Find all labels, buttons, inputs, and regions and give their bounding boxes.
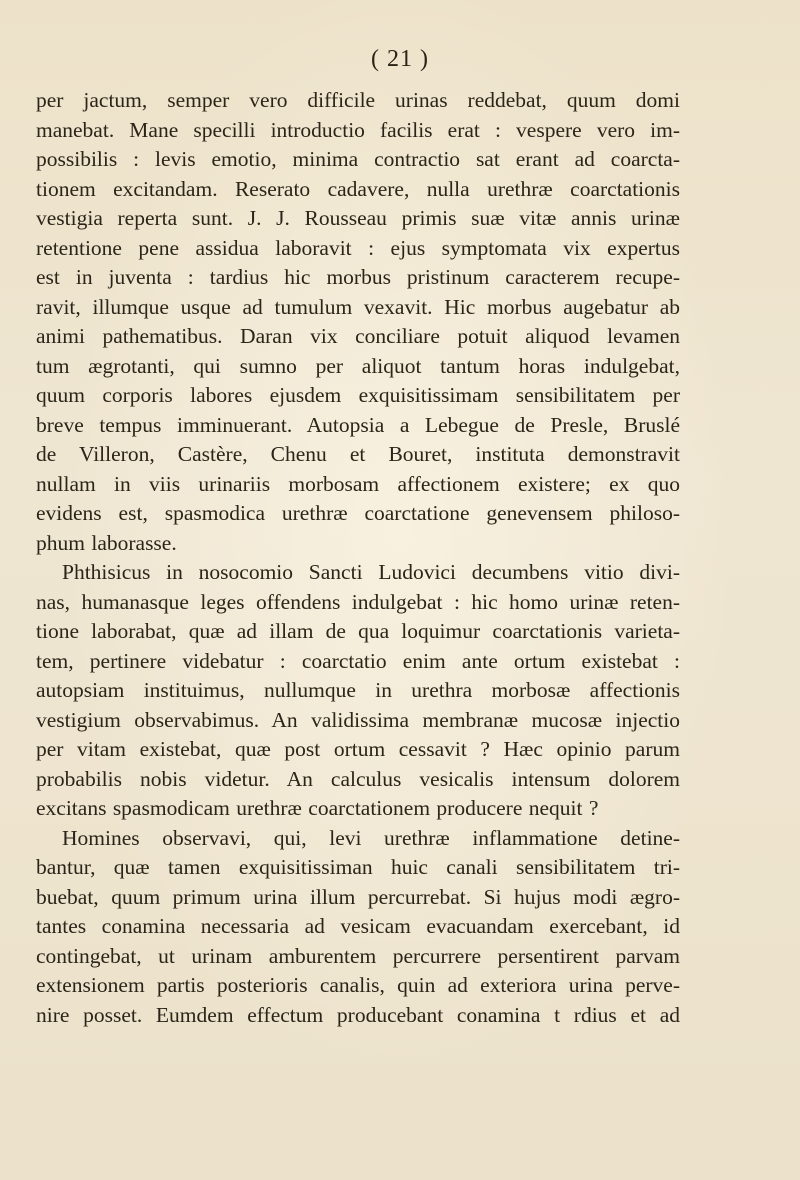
text-line: tantes conamina necessaria ad vesicam evacuandam exercebant, id	[36, 914, 680, 938]
text-line: breve tempus imminuerant. Autopsia a Lebegue de Presle, Bruslé	[36, 412, 680, 437]
text-line: nire posset. Eumdem effectum producebant conamina t rdius et ad	[36, 1002, 680, 1027]
text-line: per vitam existebat, quæ post ortum cessavit ? Hæc opinio parum	[36, 737, 680, 761]
page-number: ( 21 )	[371, 46, 429, 72]
paragraph-3	[36, 824, 680, 1031]
text-line: nullam in viis urinariis morbosam affectionem existere; ex quo	[36, 471, 680, 496]
text-line: retentione pene assidua laboravit : ejus symptomata vix expertus	[36, 235, 680, 260]
text-line: excitans spasmodicam urethræ coarctationem producere nequit ?	[36, 796, 599, 820]
text-line: tionem excitandam. Reserato cadavere, nulla urethræ coarctationis	[36, 176, 680, 201]
body-text	[36, 86, 680, 1030]
text-line: tem, pertinere videbatur : coarctatio enim ante ortum existebat :	[36, 648, 680, 673]
text-line: probabilis nobis videtur. An calculus vesicalis intensum dolorem	[36, 766, 680, 791]
text-line: quum corporis labores ejusdem exquisitissimam sensibilitatem per	[36, 383, 680, 407]
text-line: vestigia reperta sunt. J. J. Rousseau primis suæ vitæ annis urinæ	[36, 206, 680, 230]
text-line: phum laborasse.	[36, 530, 177, 555]
text-line: manebat. Mane specilli introductio facilis erat : vespere vero im-	[36, 117, 680, 142]
text-line: evidens est, spasmodica urethræ coarctatione genevensem philoso-	[36, 501, 680, 525]
text-line: vestigium observabimus. An validissima membranæ mucosæ injectio	[36, 707, 680, 732]
text-line: nas, humanasque leges offendens indulgebat : hic homo urinæ reten-	[36, 589, 680, 614]
text-line: de Villeron, Castère, Chenu et Bouret, instituta demonstravit	[36, 442, 680, 466]
paragraph-2	[36, 558, 680, 824]
text-line: est in juventa : tardius hic morbus pristinum caracterem recupe-	[36, 265, 680, 289]
text-line: per jactum, semper vero difficile urinas reddebat, quum domi	[36, 88, 680, 112]
text-line: buebat, quum primum urina illum percurrebat. Si hujus modi ægro-	[36, 884, 680, 909]
text-line: animi pathematibus. Daran vix conciliare potuit aliquod levamen	[36, 324, 680, 348]
text-line: tione laborabat, quæ ad illam de qua loquimur coarctationis varieta-	[36, 619, 680, 643]
text-line: possibilis : levis emotio, minima contractio sat erant ad coarcta-	[36, 147, 680, 171]
text-line: tum ægrotanti, qui sumno per aliquot tantum horas indulgebat,	[36, 353, 680, 378]
text-line: ravit, illumque usque ad tumulum vexavit. Hic morbus augebatur ab	[36, 294, 680, 319]
text-line: Homines observavi, qui, levi urethræ inflammatione detine-	[62, 825, 680, 850]
text-line: extensionem partis posterioris canalis, quin ad exteriora urina perve-	[36, 973, 680, 997]
text-line: autopsiam instituimus, nullumque in urethra morbosæ affectionis	[36, 678, 680, 702]
paragraph-1	[36, 86, 680, 558]
text-line: bantur, quæ tamen exquisitissiman huic canali sensibilitatem tri-	[36, 855, 680, 879]
text-line: Phthisicus in nosocomio Sancti Ludovici decumbens vitio divi-	[62, 560, 680, 584]
text-line: contingebat, ut urinam amburentem percurrere persentirent parvam	[36, 943, 680, 968]
